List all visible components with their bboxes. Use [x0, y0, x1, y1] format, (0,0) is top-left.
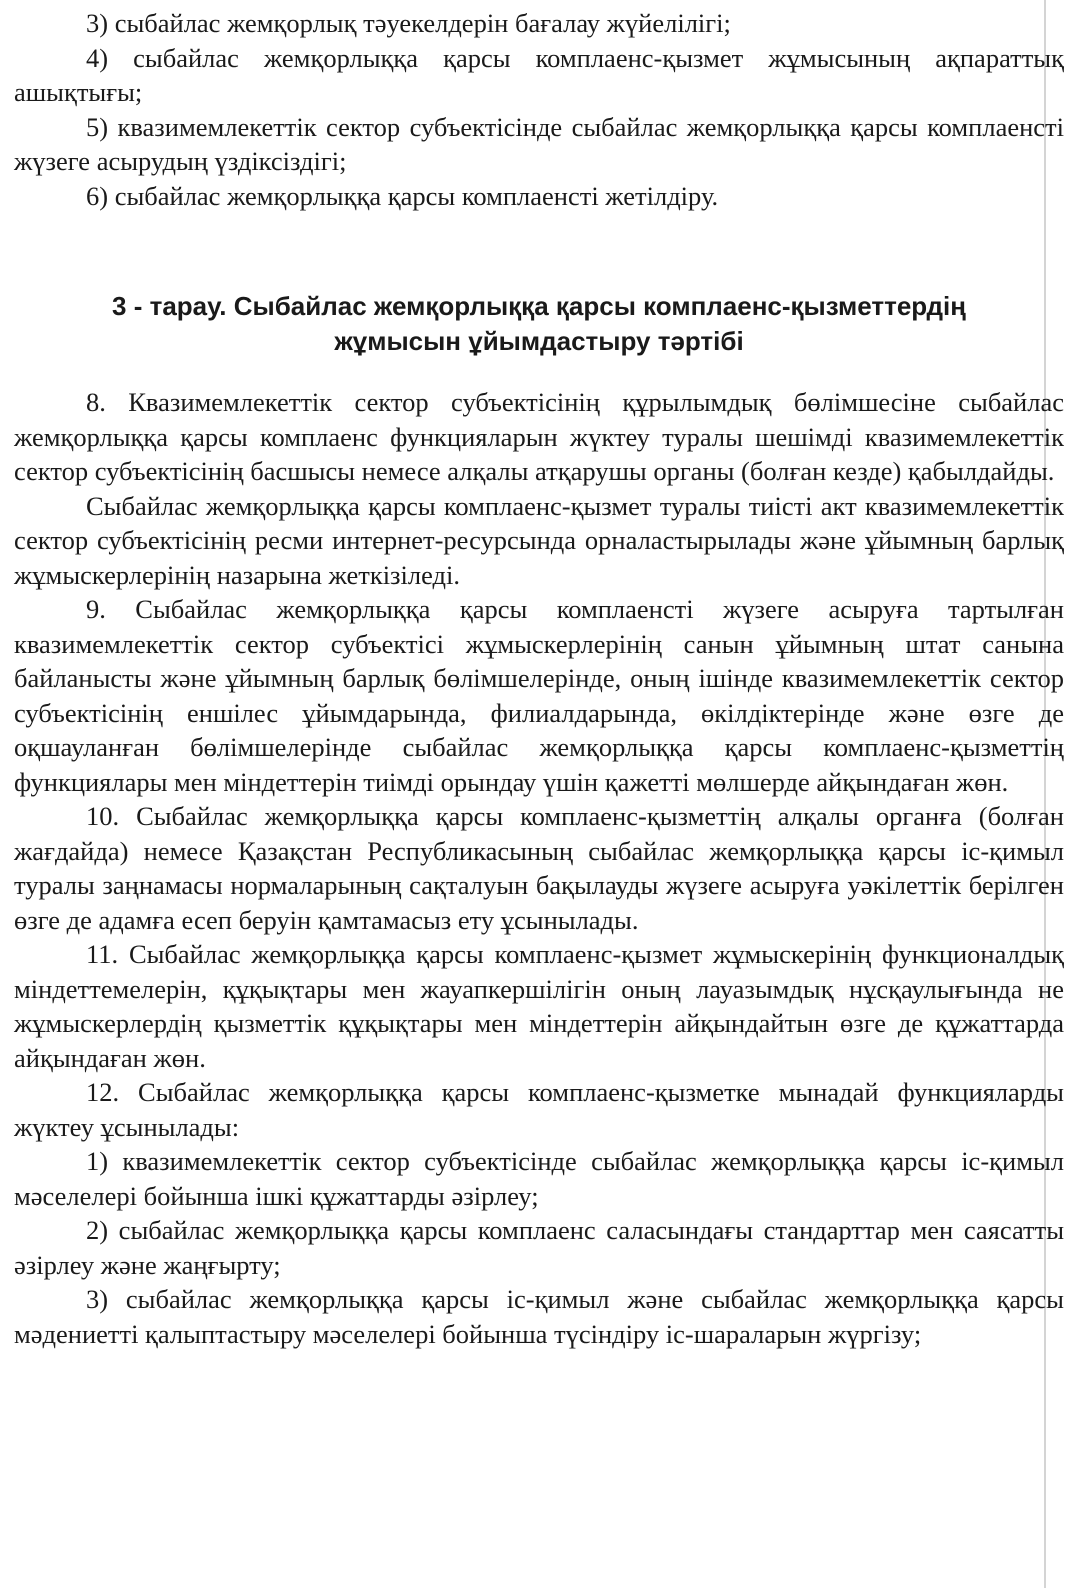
paragraph-8-act: Сыбайлас жемқорлыққа қарсы комплаенс-қызмет туралы тиісті акт квазимемлекеттік сектор субъектісінің ресми интернет-ресурсында орналастырылады және ұйымның барлық жұмыскерлерінің назарына жеткізіледі.: [14, 490, 1064, 590]
paragraph-9: 9. Сыбайлас жемқорлыққа қарсы комплаенсті жүзеге асыруға тартылған квазимемлекеттік сектор субъектісі жұмыскерлерінің санын ұйымның штат санына байланысты және ұйымның барлық бөлімшелерінде, оның ішінде квазимемлекеттік сектор субъектісінің еншілес ұйымдарында, филиалдарында, өкілдіктерінде және өзге де оқшауланған бөлімшелерінде сыбайлас жемқорлыққа қарсы комплаенс-қызметтің функциялары мен міндеттерін тиімді орындау үшін қажетті мөлшерде айқындаған жөн.: [14, 594, 1064, 797]
document-page: [14, 6, 1064, 1351]
list-item: 4) сыбайлас жемқорлыққа қарсы комплаенс-қызмет жұмысының ақпараттық ашықтығы;: [14, 42, 1064, 107]
paragraph-10: 10. Сыбайлас жемқорлыққа қарсы комплаенс-қызметтің алқалы органға (болған жағдайда) немесе Қазақстан Республикасының сыбайлас жемқорлыққа қарсы іс-қимыл туралы заңнамасы нормаларының сақталуын бақылауды жүзеге асыруға уәкілеттік берілген өзге де адамға есеп беруін қамтамасыз ету ұсынылады.: [14, 801, 1064, 935]
list-item: 3) сыбайлас жемқорлық тәуекелдерін бағалау жүйелілігі;: [86, 8, 731, 38]
list-item: 1) квазимемлекеттік сектор субъектісінде сыбайлас жемқорлыққа қарсы іс-қимыл мәселелері бойынша ішкі құжаттарды әзірлеу;: [14, 1146, 1064, 1211]
chapter-heading-line-1: 3 - тарау. Сыбайлас жемқорлыққа қарсы комплаенс-қызметтердің: [112, 291, 966, 321]
chapter-heading: [14, 289, 1064, 359]
list-item: 2) сыбайлас жемқорлыққа қарсы комплаенс саласындағы стандарттар мен саясатты әзірлеу және жаңғырту;: [14, 1215, 1064, 1280]
paragraph-8: 8. Квазимемлекеттік сектор субъектісінің құрылымдық бөлімшесіне сыбайлас жемқорлыққа қарсы комплаенс функцияларын жүктеу туралы шешімді квазимемлекеттік сектор субъектісінің басшысы немесе алқалы атқарушы органы (болған кезде) қабылдайды.: [14, 387, 1064, 486]
list-item: 5) квазимемлекеттік сектор субъектісінде сыбайлас жемқорлыққа қарсы комплаенсті жүзеге асырудың үздіксіздігі;: [14, 111, 1064, 176]
paragraph-11: 11. Сыбайлас жемқорлыққа қарсы комплаенс-қызмет жұмыскерінің функционалдық міндеттемелерін, құқықтары мен жауапкершілігін оның лауазымдық нұсқаулығында не жұмыскерлердің қызметтік құқықтары мен міндеттерін айқындайтын өзге де құжаттарда айқындаған жөн.: [14, 939, 1064, 1073]
chapter-heading-line-2: жұмысын ұйымдастыру тәртібі: [334, 326, 744, 356]
list-item: 3) сыбайлас жемқорлыққа қарсы іс-қимыл және сыбайлас жемқорлыққа қарсы мәдениетті қалыптастыру мәселелері бойынша түсіндіру іс-шараларын жүргізу;: [14, 1284, 1064, 1349]
list-item: 6) сыбайлас жемқорлыққа қарсы комплаенсті жетілдіру.: [86, 180, 719, 211]
paragraph-12: 12. Сыбайлас жемқорлыққа қарсы комплаенс-қызметке мынадай функцияларды жүктеу ұсынылады:: [14, 1077, 1064, 1142]
